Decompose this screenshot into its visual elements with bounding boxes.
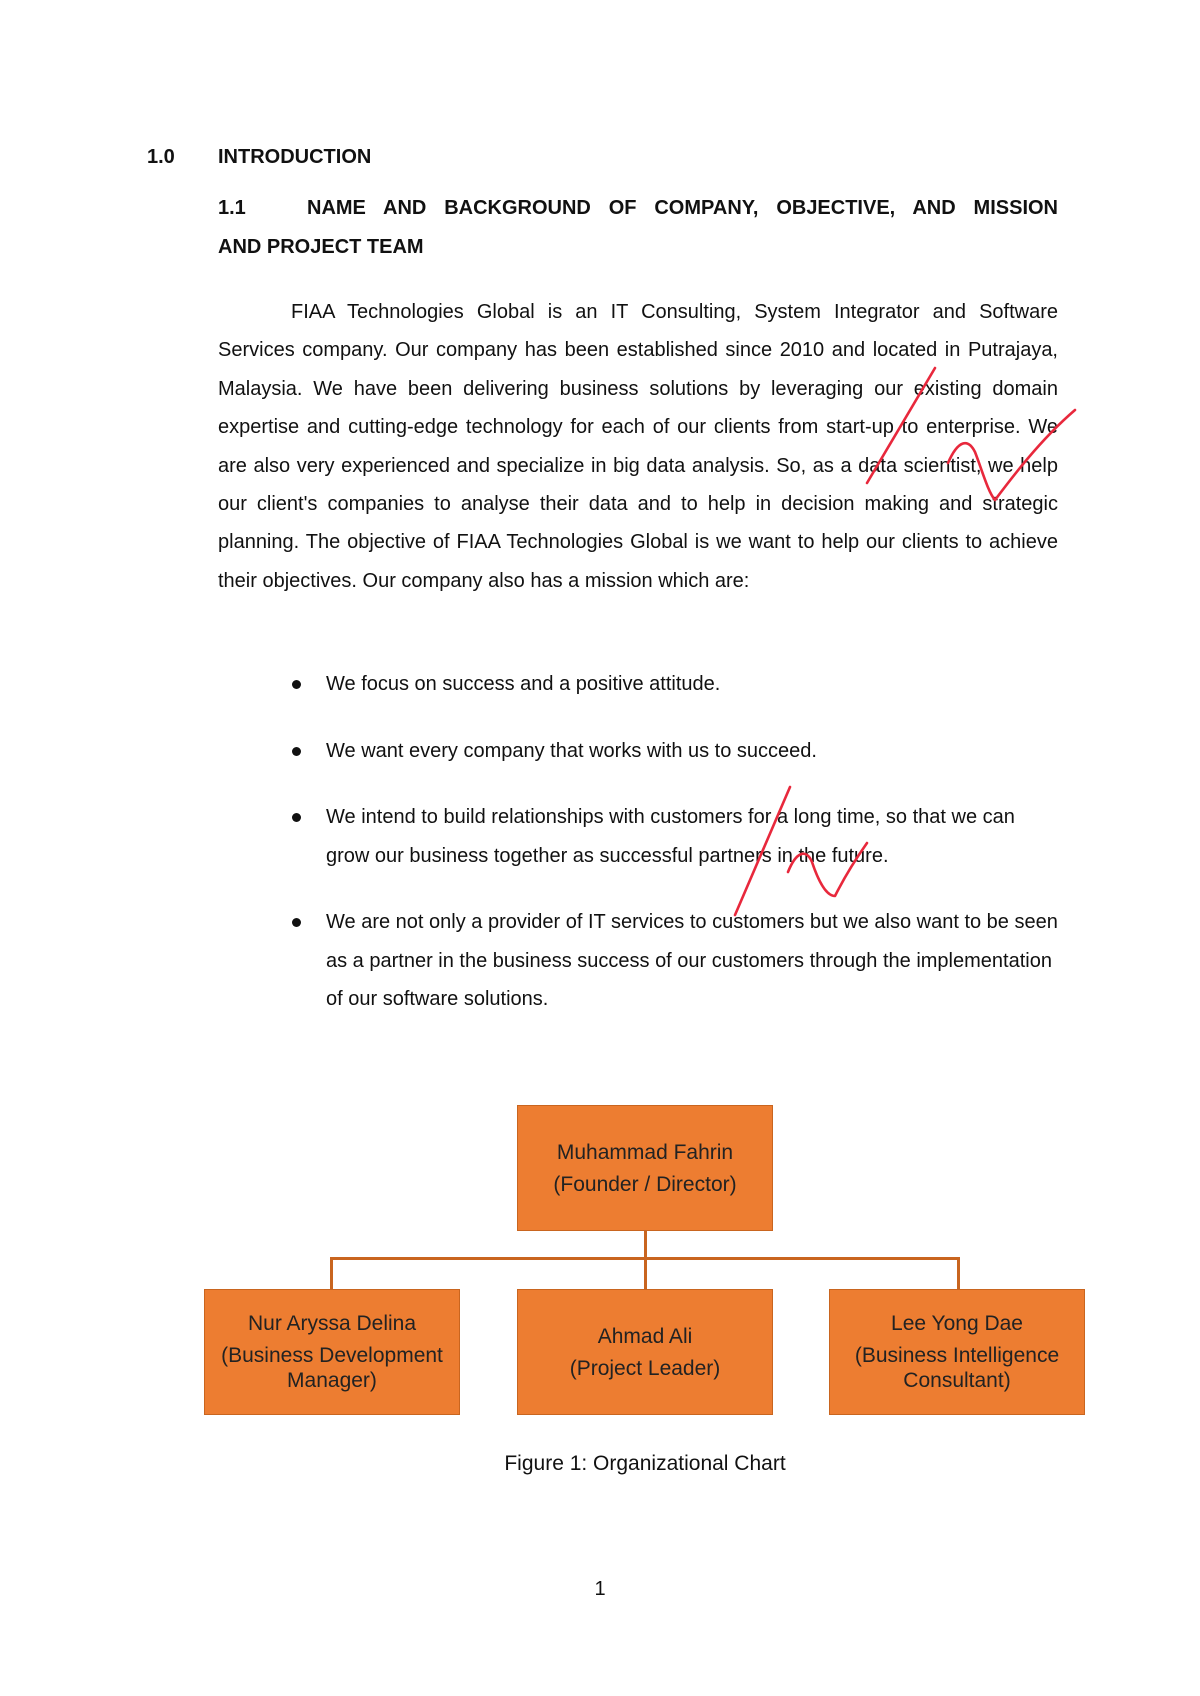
org-role: (Business Intelligence Consultant) <box>854 1344 1060 1392</box>
subsection-number: 1.1 <box>218 197 246 219</box>
page-number: 1 <box>594 1578 606 1600</box>
org-role: (Founder / Director) <box>553 1172 737 1196</box>
subsection-title-line2: AND PROJECT TEAM <box>218 236 424 258</box>
check-mark-icon <box>948 410 1075 500</box>
check-mark-icon <box>735 787 790 915</box>
org-role: (Business Development Manager) <box>221 1344 443 1392</box>
figure-caption: Figure 1: Organizational Chart <box>504 1452 786 1475</box>
check-mark-icon <box>867 368 935 483</box>
org-name: Lee Yong Dae <box>891 1312 1023 1335</box>
section-number: 1.0 <box>147 146 175 168</box>
list-item: We intend to build relationships with customers for a long time, so that we can grow our business together as successful partners in the future. <box>286 798 1058 875</box>
list-item: We want every company that works with us to succeed. <box>286 732 1058 771</box>
section-title: INTRODUCTION <box>218 146 372 168</box>
org-role: (Project Leader) <box>569 1356 721 1380</box>
check-mark-icon <box>788 843 867 896</box>
list-item: We are not only a provider of IT services to customers but we also want to be seen as a partner in the business success of our customers through the implementation of our software solutions. <box>286 903 1058 1019</box>
list-item: We focus on success and a positive attitude. <box>286 665 1058 704</box>
org-name: Nur Aryssa Delina <box>247 1312 417 1335</box>
intro-paragraph-text: FIAA Technologies Global is an IT Consulting, System Integrator and Software Services company. Our company has been established since 2010 and located in Putrajaya, Malaysia. We have been delivering business solutions by leveraging our existing domain expertise and cutting-edge technology for each of our clients from start-up to enterprise. We are also very experienced and specialize in big data analysis. So, as a data scientist, we help our client's companies to analyse their data and to help in decision making and strategic planning. The objective of FIAA Technologies Global is we want to help our clients to achieve their objectives. Our company also has a mission which are: <box>218 301 1058 592</box>
subsection-title-line1: NAME AND BACKGROUND OF COMPANY, OBJECTIVE, AND MISSION <box>307 197 1058 219</box>
org-name: Ahmad Ali <box>597 1324 693 1348</box>
org-name: Muhammad Fahrin <box>556 1140 734 1164</box>
